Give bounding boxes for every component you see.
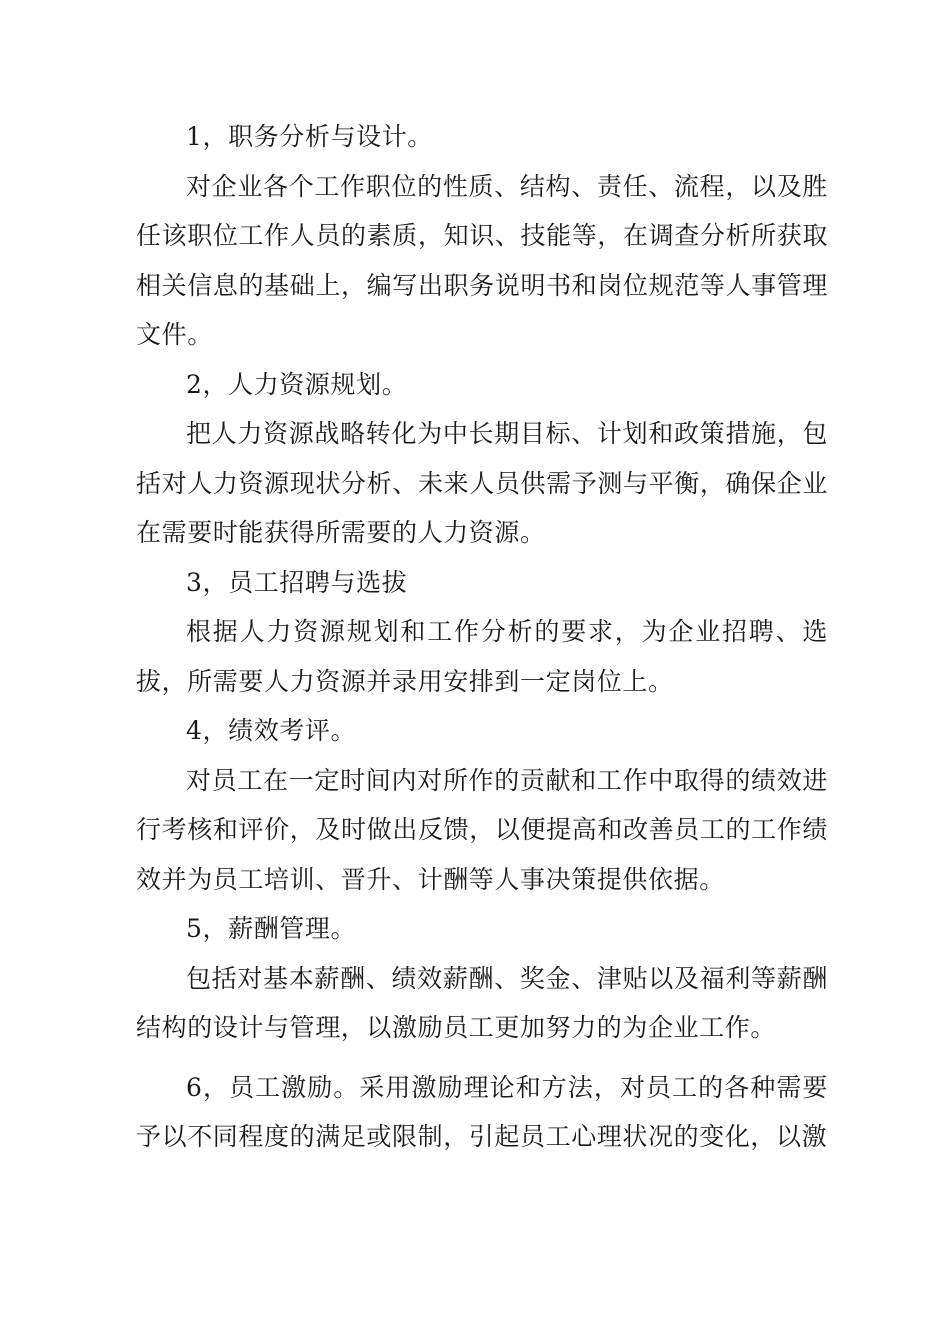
section-body-5: 包括对基本薪酬、绩效薪酬、奖金、津贴以及福利等薪酬结构的设计与管理，以激励员工更加努力的为企业工作。 [136,963,828,1042]
section-heading-3: 3，员工招聘与选拔 [186,567,408,597]
section-body-2: 把人力资源战略转化为中长期目标、计划和政策措施，包括对人力资源现状分析、未来人员供需予测与平衡，确保企业在需要时能获得所需要的人力资源。 [136,419,828,547]
section-heading-2: 2，人力资源规划。 [186,369,408,399]
section-body-3: 根据人力资源规划和工作分析的要求，为企业招聘、选拔，所需要人力资源并录用安排到一定岗位上。 [136,617,828,696]
section-body-1: 对企业各个工作职位的性质、结构、责任、流程，以及胜任该职位工作人员的素质，知识、技能等，在调查分析所获取相关信息的基础上，编写出职务说明书和岗位规范等人事管理文件。 [136,171,828,349]
section-heading-5: 5，薪酬管理。 [186,914,357,943]
section-heading-1: 1，职务分析与设计。 [186,122,433,151]
section-body-4: 对员工在一定时间内对所作的贡献和工作中取得的绩效进行考核和评价，及时做出反馈，以便提高和改善员工的工作绩效并为员工培训、晋升、计酬等人事决策提供依据。 [136,765,828,894]
spacer [136,1053,828,1063]
document-content [136,112,828,1162]
section-heading-6: 6，员工激励。采用激励理论和方法，对员工的各种需要予以不同程度的满足或限制，引起员工心理状况的变化，以激 [136,1072,828,1151]
section-heading-4: 4，绩效考评。 [186,716,357,745]
